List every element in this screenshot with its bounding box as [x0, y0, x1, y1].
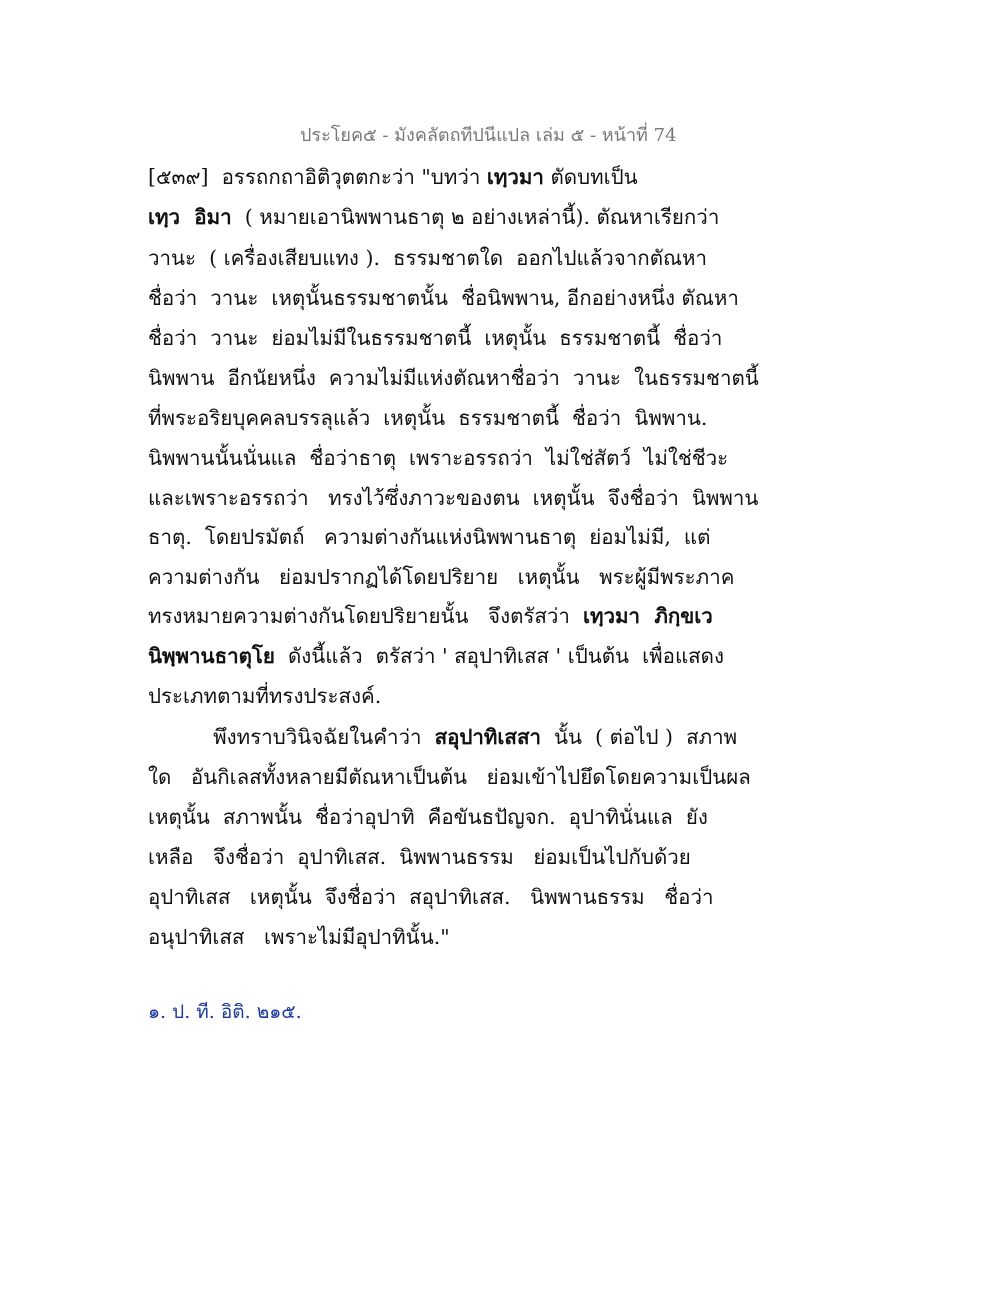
text-line [148, 681, 693, 711]
text-line [148, 922, 693, 952]
text-line [148, 802, 708, 832]
bold-term: เทฺวมา [486, 165, 544, 189]
text-line [148, 601, 713, 631]
text-span: และเพราะอรรถว่า ทรงไว้ซึ่งภาวะของตน เหตุนั้น จึงชื่อว่า นิพพาน [148, 486, 759, 510]
text-span: ธาตุ. โดยปรมัตถ์ ความต่างกันแห่งนิพพานธาตุ ย่อมไม่มี, แต่ [148, 525, 711, 549]
text-line [148, 363, 759, 393]
text-span: นิพพานนั้นนั่นแล ชื่อว่าธาตุ เพราะอรรถว่า ไม่ใช่สัตว์ ไม่ใช่ชีวะ [148, 446, 729, 470]
text-span: ชื่อว่า วานะ เหตุนั้นธรรมชาตนั้น ชื่อนิพพาน, อีกอย่างหนึ่ง ตัณหา [148, 286, 739, 310]
text-span: [๕๓๙] อรรถกถาอิติวุตตกะว่า "บทว่า [148, 165, 487, 189]
text-span: เหลือ จึงชื่อว่า อุปาทิเสส. นิพพานธรรม ย่อมเป็นไปกับด้วย [148, 845, 691, 869]
bold-term: เทฺว อิมา [148, 205, 232, 229]
text-line [148, 483, 759, 513]
text-span: ตัดบทเป็น [543, 165, 638, 189]
text-line [148, 762, 751, 792]
text-span: ใด อันกิเลสทั้งหลายมีตัณหาเป็นต้น ย่อมเข้าไปยึดโดยความเป็นผล [148, 765, 751, 789]
text-span: ประเภทตามที่ทรงประสงค์. [148, 684, 382, 708]
text-line [148, 522, 711, 552]
text-span: ความต่างกัน ย่อมปรากฏได้โดยปริยาย เหตุนั้น พระผู้มีพระภาค [148, 565, 735, 589]
text-span: ที่พระอริยบุคคลบรรลุแล้ว เหตุนั้น ธรรมชาตนี้ ชื่อว่า นิพพาน. [148, 406, 708, 430]
text-line [148, 443, 729, 473]
text-line [148, 162, 693, 192]
text-span: ชื่อว่า วานะ ย่อมไม่มีในธรรมชาตนี้ เหตุนั้น ธรรมชาตนี้ ชื่อว่า [148, 326, 723, 350]
text-span: นั้น ( ต่อไป ) สภาพ [540, 725, 738, 749]
text-line [148, 283, 739, 313]
bold-term: เทฺวมา ภิกฺขเว [582, 604, 713, 628]
text-span: ดังนี้แล้ว ตรัสว่า ' สอุปาทิเสส ' เป็นต้น เพื่อแสดง [274, 644, 724, 668]
footnote: ๑. ป. ที. อิติ. ๒๑๕. [148, 1001, 302, 1023]
bold-term: สอุปาทิเสสา [434, 725, 541, 749]
text-line [148, 722, 738, 752]
bold-term: นิพฺพานธาตุโย [148, 644, 275, 668]
text-line [148, 403, 708, 433]
text-line [148, 243, 708, 273]
text-span: ทรงหมายความต่างกันโดยปริยายนั้น จึงตรัสว่า [148, 604, 583, 628]
text-line [148, 641, 724, 671]
page-header: ประโยค๕ - มังคลัตถทีปนีแปล เล่ม ๕ - หน้าที่ 74 [300, 125, 677, 146]
text-span: วานะ ( เครื่องเสียบแทง ). ธรรมชาตใด ออกไปแล้วจากตัณหา [148, 246, 708, 270]
text-line [148, 323, 723, 353]
text-line [148, 842, 693, 872]
text-line [148, 202, 720, 232]
text-span: ( หมายเอานิพพานธาตุ ๒ อย่างเหล่านี้). ตัณหาเรียกว่า [231, 205, 720, 229]
text-span: พึงทราบวินิจฉัยในคำว่า [148, 725, 435, 749]
text-line [148, 882, 714, 912]
text-span: อนุปาทิเสส เพราะไม่มีอุปาทินั้น." [148, 925, 450, 949]
text-span: นิพพาน อีกนัยหนึ่ง ความไม่มีแห่งตัณหาชื่อว่า วานะ ในธรรมชาตนี้ [148, 366, 759, 390]
text-line [148, 562, 735, 592]
text-span: เหตุนั้น สภาพนั้น ชื่อว่าอุปาทิ คือขันธปัญจก. อุปาทินั่นแล ยัง [148, 805, 708, 829]
text-span: อุปาทิเสส เหตุนั้น จึงชื่อว่า สอุปาทิเสส. นิพพานธรรม ชื่อว่า [148, 885, 714, 909]
